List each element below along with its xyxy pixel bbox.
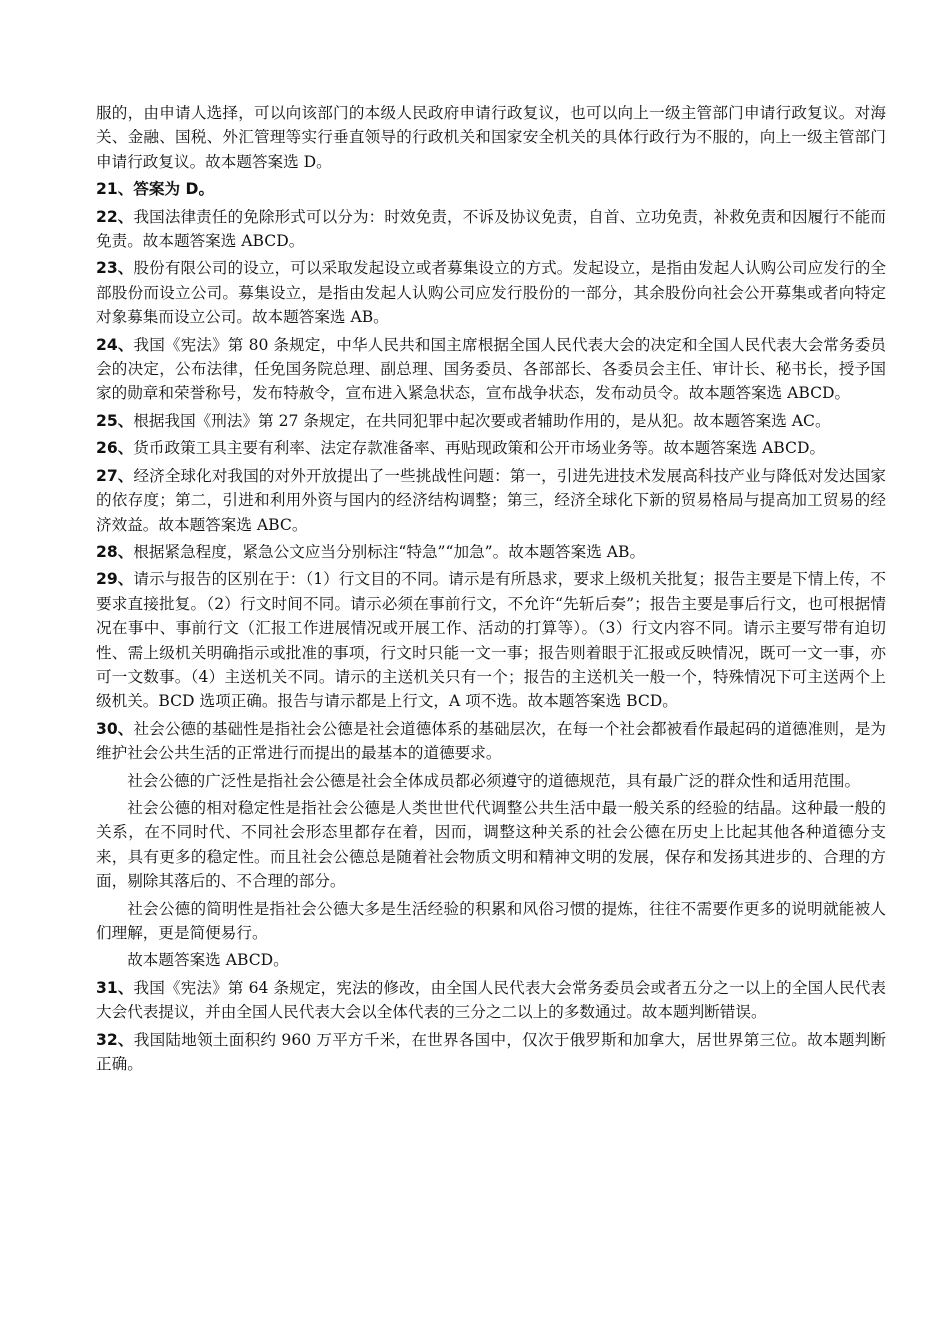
item-text: 根据我国《刑法》第 27 条规定，在共同犯罪中起次要或者辅助作用的，是从犯。故本题答案选 AC。 [133, 411, 831, 430]
item-number: 28、 [96, 542, 134, 561]
item-text: 社会公德的基础性是指社会公德是社会道德体系的基础层次，在每一个社会都被看作最起码的道德准则，是为维护社会公共生活的正常进行而提出的最基本的道德要求。 [96, 719, 886, 763]
answer-item-23 [96, 256, 886, 329]
item-number: 30、 [96, 719, 134, 738]
item-number: 21、 [96, 180, 134, 199]
item-number: 24、 [96, 335, 134, 354]
item-number: 22、 [96, 207, 134, 226]
item-text: 我国《宪法》第 80 条规定，中华人民共和国主席根据全国人民代表大会的决定和全国人民代表大会常务委员会的决定，公布法律，任免国务院总理、副总理、国务委员、各部部长、各委员会主任、审计长、秘书长，授予国家的勋章和荣誉称号，发布特赦令，宣布进入紧急状态，宣布战争状态，发布动员令。故本题答案选 ABCD。 [96, 335, 886, 403]
item-number: 29、 [96, 570, 134, 589]
item-30-conclusion: 故本题答案选 ABCD。 [127, 951, 289, 970]
answer-item-31 [96, 976, 886, 1025]
item-text: 股份有限公司的设立，可以采取发起设立或者募集设立的方式。发起设立，是指由发起人认购公司应发行的全部股份而设立公司。募集设立，是指由发起人认购公司应发行股份的一部分，其余股份向社会公开募集或者向特定对象募集而设立公司。故本题答案选 AB。 [96, 259, 886, 327]
item-30-paragraph: 社会公德的广泛性是指社会公德是社会全体成员都必须遵守的道德规范，具有最广泛的群众性和适用范围。 [127, 771, 861, 790]
item-number: 31、 [96, 978, 134, 997]
answer-item-25 [96, 409, 886, 433]
item-number: 27、 [96, 466, 134, 485]
answer-item-22 [96, 205, 886, 254]
item-text: 我国法律责任的免除形式可以分为：时效免责，不诉及协议免责，自首、立功免责，补救免责和因履行不能而免责。故本题答案选 ABCD。 [96, 207, 886, 251]
answer-item-26 [96, 436, 886, 460]
item-number: 23、 [96, 259, 134, 278]
answer-item-32 [96, 1028, 886, 1077]
answer-item-21 [96, 177, 886, 201]
answer-item-27 [96, 464, 886, 537]
item-number: 32、 [96, 1030, 134, 1049]
answer-item-29 [96, 567, 886, 713]
answer-item-28 [96, 540, 886, 564]
item-text: 我国《宪法》第 64 条规定，宪法的修改，由全国人民代表大会常务委员会或者五分之一以上的全国人民代表大会代表提议，并由全国人民代表大会以全体代表的三分之二以上的多数通过。故本题判断错误。 [96, 978, 886, 1022]
item-text: 我国陆地领土面积约 960 万平方千米，在世界各国中，仅次于俄罗斯和加拿大，居世界第三位。故本题判断正确。 [96, 1030, 886, 1074]
answer-item-30 [96, 717, 886, 766]
item-number: 25、 [96, 411, 134, 430]
document-page [96, 101, 886, 1079]
item-30-paragraph: 社会公德的相对稳定性是指社会公德是人类世世代代调整公共生活中最一般关系的经验的结晶。这种最一般的关系，在不同时代、不同社会形态里都存在着，因而，调整这种关系的社会公德在历史上比起其他各种道德分支来，具有更多的稳定性。而且社会公德总是随着社会物质文明和精神文明的发展，保存和发扬其进步的、合理的方面，剔除其落后的、不合理的部分。 [96, 798, 886, 891]
item-text: 经济全球化对我国的对外开放提出了一些挑战性问题：第一，引进先进技术发展高科技产业与降低对发达国家的依存度；第二，引进和利用外资与国内的经济结构调整；第三，经济全球化下新的贸易格局与提高加工贸易的经济效益。故本题答案选 ABC。 [96, 466, 886, 534]
item-text: 根据紧急程度，紧急公文应当分别标注“特急”“加急”。故本题答案选 AB。 [133, 542, 646, 561]
intro-paragraph: 服的，由申请人选择，可以向该部门的本级人民政府申请行政复议，也可以向上一级主管部门申请行政复议。对海关、金融、国税、外汇管理等实行垂直领导的行政机关和国家安全机关的具体行政行为不服的，向上一级主管部门申请行政复议。故本题答案选 D。 [96, 104, 886, 171]
item-30-paragraph: 社会公德的简明性是指社会公德大多是生活经验的积累和风俗习惯的提炼，往往不需要作更多的说明就能被人们理解，更是简便易行。 [96, 899, 886, 942]
item-text: 货币政策工具主要有利率、法定存款准备率、再贴现政策和公开市场业务等。故本题答案选 ABCD。 [133, 439, 826, 458]
answer-item-24 [96, 333, 886, 406]
item-number: 26、 [96, 439, 134, 458]
item-text: 请示与报告的区别在于：（1）行文目的不同。请示是有所恳求，要求上级机关批复；报告主要是下情上传，不要求直接批复。（2）行文时间不同。请示必须在事前行文，不允许“先斩后奏”；报告主要是事后行文，也可根据情况在事中、事前行文（汇报工作进展情况或开展工作、活动的打算等）。（3）行文内容不同。请示主要写带有迫切性、需上级机关明确指示或批准的事项，行文时只能一文一事；报告则着眼于汇报或反映情况，既可一文一事，亦可一文数事。（4）主送机关不同。请示的主送机关只有一个；报告的主送机关一般一个，特殊情况下可主送两个上级机关。BCD 选项正确。报告与请示都是上行文，A 项不选。故本题答案选 BCD。 [96, 570, 887, 711]
item-text: 答案为 D。 [133, 180, 215, 199]
